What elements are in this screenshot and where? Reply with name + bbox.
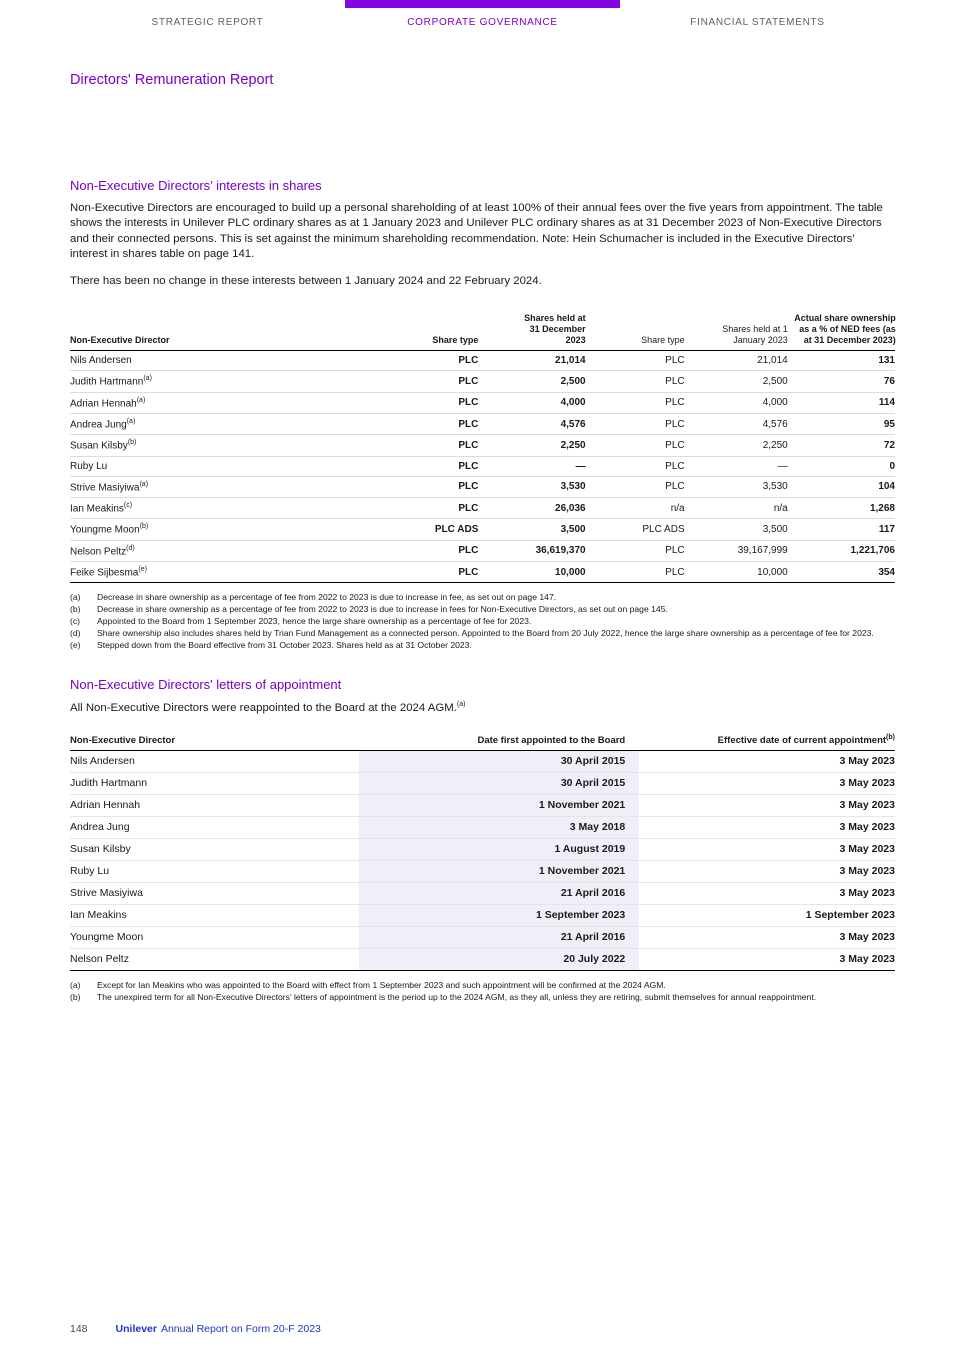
effective-date: 3 May 2023 — [639, 816, 895, 838]
table-row — [70, 540, 895, 561]
director-name: Susan Kilsby — [70, 838, 359, 860]
footnote-marker: (a) — [143, 375, 152, 383]
tab-label: CORPORATE GOVERNANCE — [407, 17, 558, 28]
date-first-appointed: 30 April 2015 — [359, 772, 640, 794]
ownership-percent: 72 — [788, 435, 895, 456]
director-name: Nelson Peltz — [70, 948, 359, 970]
page-number: 148 — [70, 1323, 88, 1335]
table-row — [70, 948, 895, 970]
share-type-dec: PLC — [392, 497, 479, 518]
director-name: Andrea Jung$^{(a)}$ — [70, 413, 392, 434]
page-footer — [70, 1323, 321, 1335]
share-type-jan: PLC — [586, 540, 685, 561]
footnote-label: (b) — [70, 991, 81, 1002]
share-type-jan: PLC — [586, 413, 685, 434]
table-row — [70, 435, 895, 456]
appointments-table-header-row — [70, 731, 895, 751]
no-change-paragraph: There has been no change in these interests between 1 January 2024 and 22 February 2024. — [70, 275, 542, 288]
footnote-text: Appointed to the Board from 1 September 2023, hence the large share ownership as a percentage of fee for 2023. — [97, 616, 532, 627]
table-row — [70, 413, 895, 434]
footnote-label: (b) — [70, 604, 81, 615]
date-first-appointed: 3 May 2018 — [359, 816, 640, 838]
brand-name: Unilever — [115, 1323, 157, 1335]
share-type-jan: PLC — [586, 476, 685, 497]
section-heading-appointments: Non-Executive Directors' letters of appointment — [70, 677, 342, 693]
director-name: Feike Sijbesma$^{(e)}$ — [70, 561, 392, 582]
share-type-jan: PLC — [586, 456, 685, 476]
share-type-dec: PLC — [392, 456, 479, 476]
share-type-dec: PLC — [392, 561, 479, 582]
table-row — [70, 392, 895, 413]
interests-footnotes — [70, 591, 895, 651]
interests-table-header-row — [70, 311, 895, 350]
tab-financial-statements[interactable] — [620, 0, 895, 28]
ownership-percent: 0 — [788, 456, 895, 476]
footnote-marker: (e) — [138, 565, 147, 573]
share-type-dec: PLC ADS — [392, 519, 479, 540]
ownership-percent: 114 — [788, 392, 895, 413]
director-name: Nils Andersen — [70, 750, 359, 772]
effective-date: 3 May 2023 — [639, 794, 895, 816]
ownership-percent: 117 — [788, 519, 895, 540]
col-header-director2: Non-Executive Director — [70, 731, 359, 751]
table-row — [70, 904, 895, 926]
share-type-dec: PLC — [392, 371, 479, 392]
shares-held-dec: 36,619,370 — [478, 540, 585, 561]
effective-date: 3 May 2023 — [639, 948, 895, 970]
director-name: Andrea Jung — [70, 816, 359, 838]
date-first-appointed: 1 September 2023 — [359, 904, 640, 926]
director-name: Ian Meakins — [70, 904, 359, 926]
tab-label: STRATEGIC REPORT — [151, 17, 264, 28]
share-type-dec: PLC — [392, 435, 479, 456]
share-type-jan: PLC — [586, 561, 685, 582]
table-row — [70, 926, 895, 948]
director-name: Youngme Moon — [70, 926, 359, 948]
shares-held-dec: — — [478, 456, 585, 476]
director-name: Nelson Peltz$^{(d)}$ — [70, 540, 392, 561]
interests-paragraph: Non-Executive Directors are encouraged to build up a personal shareholding of at least 100% of their annual fees over the five years from appointment. The table shows the interests in Unilever PLC ordinary shares as at 1 January 2023 and Unilever PLC ordinary shares as at 31 December 2023 of Non-Executive Directors and their connected persons. This is set against the minimum shareholding recommendation. Note: Hein Schumacher is included in the Executive Directors' interest in shares table on page 141. — [70, 202, 883, 260]
footnote-text: Except for Ian Meakins who was appointed to the Board with effect from 1 September 2023 and such appointment will be confirmed at the 2024 AGM. — [97, 979, 666, 990]
table-row — [70, 794, 895, 816]
table-row — [70, 561, 895, 582]
shares-held-jan: 4,000 — [685, 392, 788, 413]
date-first-appointed: 21 April 2016 — [359, 882, 640, 904]
col-header-ownership-pct: Actual share ownership as a % of NED fees (as at 31 December 2023) — [788, 311, 895, 350]
shares-held-dec: 4,576 — [478, 413, 585, 434]
shares-held-dec: 2,250 — [478, 435, 585, 456]
effective-date: 3 May 2023 — [639, 772, 895, 794]
shares-held-dec: 2,500 — [478, 371, 585, 392]
ownership-percent: 131 — [788, 351, 895, 371]
shares-held-jan: 10,000 — [685, 561, 788, 582]
table-row — [70, 816, 895, 838]
share-type-jan: PLC ADS — [586, 519, 685, 540]
director-name: Strive Masiyiwa — [70, 882, 359, 904]
footnote-text: Share ownership also includes shares held by Trian Fund Management as a connected person. Appointed to the Board from 20 July 2022, hence the large share ownership as a percentage of fee for 2023. — [97, 628, 874, 639]
ownership-percent: 104 — [788, 476, 895, 497]
shares-held-jan: 4,576 — [685, 413, 788, 434]
share-type-dec: PLC — [392, 540, 479, 561]
footnote-marker: (a) — [126, 417, 136, 425]
footnote-label: (a) — [70, 592, 81, 603]
col-header-effective-date: Effective date of current appointment$^{(b)}$ — [639, 731, 895, 751]
share-type-jan: PLC — [586, 435, 685, 456]
share-type-jan: PLC — [586, 392, 685, 413]
table-row — [70, 497, 895, 518]
shares-held-dec: 3,530 — [478, 476, 585, 497]
footnote-marker: (a) — [136, 396, 146, 404]
date-first-appointed: 1 August 2019 — [359, 838, 640, 860]
director-name: Ruby Lu — [70, 860, 359, 882]
shares-held-dec: 3,500 — [478, 519, 585, 540]
share-type-jan: n/a — [586, 497, 685, 518]
table-row — [70, 750, 895, 772]
footnote-label: (d) — [70, 628, 81, 639]
date-first-appointed: 30 April 2015 — [359, 750, 640, 772]
footnote-text: Decrease in share ownership as a percentage of fee from 2022 to 2023 is due to increase in fees for Non-Executive Directors, as set out on page 145. — [97, 604, 668, 615]
section-heading-interests: Non-Executive Directors’ interests in shares — [70, 178, 322, 193]
footnote-marker: (a) — [456, 701, 466, 709]
footnote-text: Stepped down from the Board effective from 31 October 2023. Shares held as at 31 October 2023. — [97, 640, 472, 651]
footnote-text: The unexpired term for all Non-Executive Directors' letters of appointment is the period up to the 2024 AGM, as they all, unless they are retiring, submit themselves for annual reappointment. — [97, 991, 817, 1002]
col-header-shares-jan: Shares held at 1 January 2023 — [685, 311, 788, 350]
director-name: Nils Andersen — [70, 351, 392, 371]
effective-date: 1 September 2023 — [639, 904, 895, 926]
date-first-appointed: 20 July 2022 — [359, 948, 640, 970]
col-header-director: Non-Executive Director — [70, 311, 392, 350]
shares-held-jan: 2,500 — [685, 371, 788, 392]
shares-held-jan: 21,014 — [685, 351, 788, 371]
director-name: Adrian Hennah — [70, 794, 359, 816]
col-header-share-type-jan: Share type — [586, 311, 685, 350]
shares-held-jan: 39,167,999 — [685, 540, 788, 561]
share-type-jan: PLC — [586, 351, 685, 371]
col-header-share-type-dec: Share type — [392, 311, 479, 350]
date-first-appointed: 21 April 2016 — [359, 926, 640, 948]
director-name: Susan Kilsby$^{(b)}$ — [70, 435, 392, 456]
director-name: Youngme Moon$^{(b)}$ — [70, 519, 392, 540]
ownership-percent: 354 — [788, 561, 895, 582]
table-row — [70, 371, 895, 392]
col-header-shares-dec: Shares held at 31 December 2023 — [478, 311, 585, 350]
interests-table — [70, 311, 895, 583]
director-name: Adrian Hennah$^{(a)}$ — [70, 392, 392, 413]
tab-corporate-governance[interactable] — [345, 0, 620, 28]
effective-date: 3 May 2023 — [639, 750, 895, 772]
director-name: Ruby Lu — [70, 456, 392, 476]
ownership-percent: 1,221,706 — [788, 540, 895, 561]
col-header-date-first: Date first appointed to the Board — [359, 731, 640, 751]
footnote-marker: (b) — [139, 523, 149, 531]
table-row — [70, 456, 895, 476]
share-type-dec: PLC — [392, 351, 479, 371]
director-name: Strive Masiyiwa$^{(a)}$ — [70, 476, 392, 497]
director-name: Judith Hartmann — [70, 772, 359, 794]
share-type-dec: PLC — [392, 413, 479, 434]
footnote-marker: (d) — [126, 544, 135, 552]
effective-date: 3 May 2023 — [639, 882, 895, 904]
tab-label: FINANCIAL STATEMENTS — [690, 17, 825, 28]
effective-date: 3 May 2023 — [639, 926, 895, 948]
shares-held-jan: n/a — [685, 497, 788, 518]
footnote-marker: (a) — [139, 480, 149, 488]
ownership-percent: 1,268 — [788, 497, 895, 518]
table-row — [70, 882, 895, 904]
shares-held-dec: 26,036 — [478, 497, 585, 518]
footnote-marker: (b) — [127, 439, 137, 447]
ownership-percent: 95 — [788, 413, 895, 434]
appointments-paragraph: All Non-Executive Directors were reappointed to the Board at the 2024 AGM.$^{(a)}$ — [70, 701, 466, 715]
appointments-table — [70, 731, 895, 971]
ownership-percent: 76 — [788, 371, 895, 392]
effective-date: 3 May 2023 — [639, 860, 895, 882]
table-row — [70, 838, 895, 860]
footnote-text: Decrease in share ownership as a percentage of fee from 2022 to 2023 is due to increase in fee, as set out on page 147. — [97, 592, 557, 603]
shares-held-jan: 2,250 — [685, 435, 788, 456]
shares-held-jan: 3,500 — [685, 519, 788, 540]
footnote-label: (e) — [70, 640, 81, 651]
footer-report-title: Annual Report on Form 20-F 2023 — [160, 1323, 321, 1335]
footnote-label: (a) — [70, 979, 81, 990]
top-navigation — [0, 0, 968, 28]
shares-held-jan: — — [685, 456, 788, 476]
tab-strategic-report[interactable] — [70, 0, 345, 28]
table-row — [70, 351, 895, 371]
table-row — [70, 476, 895, 497]
share-type-dec: PLC — [392, 476, 479, 497]
director-name: Ian Meakins$^{(c)}$ — [70, 497, 392, 518]
share-type-dec: PLC — [392, 392, 479, 413]
table-row — [70, 772, 895, 794]
footnote-marker: (c) — [123, 501, 133, 509]
table-row — [70, 860, 895, 882]
date-first-appointed: 1 November 2021 — [359, 794, 640, 816]
date-first-appointed: 1 November 2021 — [359, 860, 640, 882]
table-row — [70, 519, 895, 540]
active-tab-indicator — [345, 0, 620, 8]
shares-held-jan: 3,530 — [685, 476, 788, 497]
appointments-footnotes — [70, 979, 895, 1003]
share-type-jan: PLC — [586, 371, 685, 392]
shares-held-dec: 10,000 — [478, 561, 585, 582]
shares-held-dec: 4,000 — [478, 392, 585, 413]
shares-held-dec: 21,014 — [478, 351, 585, 371]
footnote-label: (c) — [70, 616, 81, 627]
effective-date: 3 May 2023 — [639, 838, 895, 860]
page-title: Directors' Remuneration Report — [70, 72, 274, 88]
director-name: Judith Hartmann$^{(a)}$ — [70, 371, 392, 392]
